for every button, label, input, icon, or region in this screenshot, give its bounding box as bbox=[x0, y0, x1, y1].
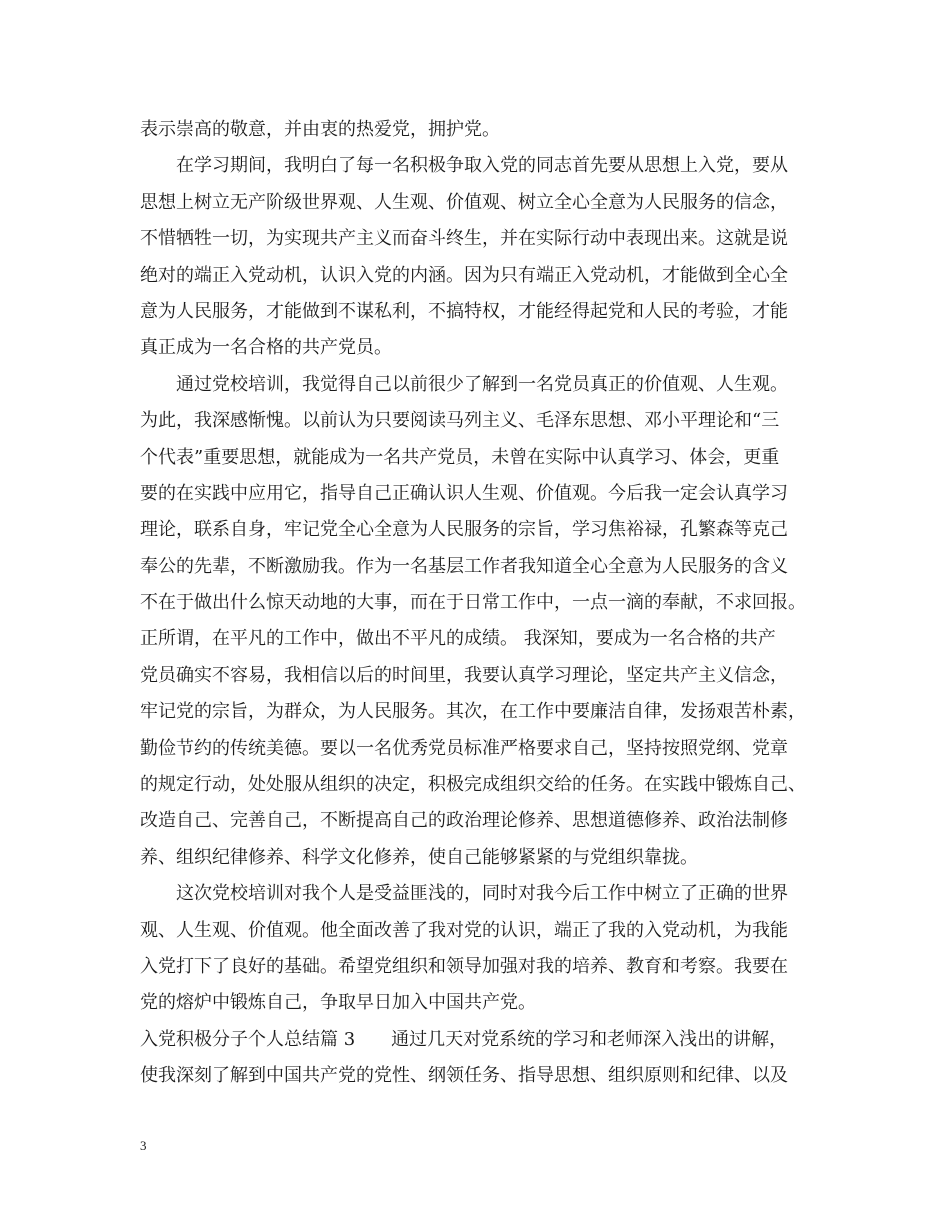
text-line: 要的在实践中应用它，指导自己正确认识人生观、价值观。今后我一定会认真学习 bbox=[140, 482, 788, 504]
text-line: 奉公的先辈，不断激励我。作为一名基层工作者我知道全心全意为人民服务的含义 bbox=[140, 555, 788, 577]
text-line: 表示崇高的敬意，并由衷的热爱党，拥护党。 bbox=[140, 119, 500, 140]
text-line: 为此，我深感惭愧。以前认为只要阅读马列主义、毛泽东思想、邓小平理论和“三 bbox=[140, 410, 780, 432]
paragraph-first-line: 在学习期间，我明白了每一名积极争取入党的同志首先要从思想上入党，要从 bbox=[176, 155, 788, 177]
text-line: 改造自己、完善自己，不断提高自己的政治理论修养、思想道德修养、政治法制修 bbox=[140, 810, 788, 832]
text-line: 绝对的端正入党动机，认识入党的内涵。因为只有端正入党动机，才能做到全心全 bbox=[140, 264, 788, 286]
text-line: 使我深刻了解到中国共产党的党性、纲领任务、指导思想、组织原则和纪律、以及 bbox=[140, 1065, 788, 1087]
text-line: 党的熔炉中锻炼自己，争取早日加入中国共产党。 bbox=[140, 992, 536, 1014]
text-line: 真正成为一名合格的共产党员。 bbox=[140, 337, 392, 359]
text-line: 思想上树立无产阶级世界观、人生观、价值观、树立全心全意为人民服务的信念， bbox=[140, 191, 788, 213]
text-line: 个代表”重要思想，就能成为一名共产党员，未曾在实际中认真学习、体会，更重 bbox=[140, 446, 780, 468]
text-line: 养、组织纪律修养、科学文化修养，使自己能够紧紧的与党组织靠拢。 bbox=[140, 846, 698, 868]
document-body bbox=[140, 112, 830, 1095]
paragraph-first-line: 这次党校培训对我个人是受益匪浅的，同时对我今后工作中树立了正确的世界 bbox=[176, 883, 788, 905]
text-line: 的规定行动，处处服从组织的决定，积极完成组织交给的任务。在实践中锻炼自己、 bbox=[140, 774, 806, 796]
text-line: 不惜牺牲一切，为实现共产主义而奋斗终生，并在实际行动中表现出来。这就是说 bbox=[140, 228, 788, 250]
text-line: 入党打下了良好的基础。希望党组织和领导加强对我的培养、教育和考察。我要在 bbox=[140, 955, 788, 977]
text-line: 牢记党的宗旨，为群众，为人民服务。其次，在工作中要廉洁自律，发扬艰苦朴素， bbox=[140, 701, 806, 723]
text-line: 入党积极分子个人总结篇 3 通过几天对党系统的学习和老师深入浅出的讲解， bbox=[140, 1028, 788, 1050]
page-number: 3 bbox=[140, 1138, 147, 1153]
text-line: 意为人民服务，才能做到不谋私利，不搞特权，才能经得起党和人民的考验，才能 bbox=[140, 300, 788, 322]
text-line: 勤俭节约的传统美德。要以一名优秀党员标准严格要求自己，坚持按照党纲、党章 bbox=[140, 737, 788, 759]
text-line: 党员确实不容易，我相信以后的时间里，我要认真学习理论，坚定共产主义信念， bbox=[140, 664, 788, 686]
text-line: 正所谓，在平凡的工作中，做出不平凡的成绩。 我深知，要成为一名合格的共产 bbox=[140, 628, 776, 650]
text-line: 理论，联系自身，牢记党全心全意为人民服务的宗旨，学习焦裕禄，孔繁森等克己 bbox=[140, 519, 788, 541]
text-line: 不在于做出什么惊天动地的大事，而在于日常工作中，一点一滴的奉献，不求回报。 bbox=[140, 592, 806, 614]
text-line: 观、人生观、价值观。他全面改善了我对党的认识，端正了我的入党动机，为我能 bbox=[140, 919, 788, 941]
paragraph-first-line: 通过党校培训，我觉得自己以前很少了解到一名党员真正的价值观、人生观。 bbox=[176, 373, 788, 395]
